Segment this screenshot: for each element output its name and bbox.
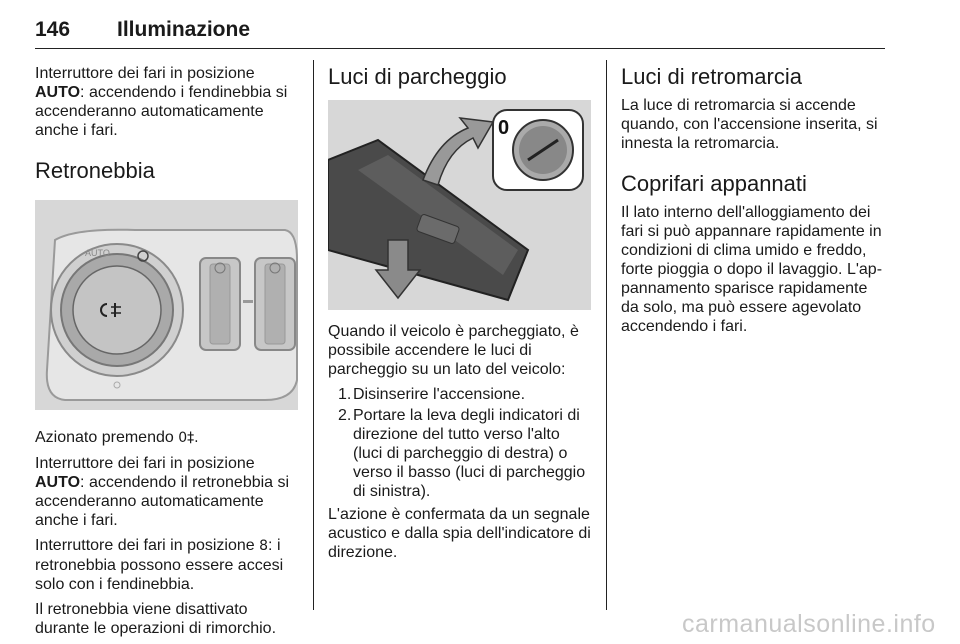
switch-auto-label: AUTO — [85, 248, 110, 258]
column-1 — [35, 64, 300, 644]
headlight-symbol: 8 — [259, 538, 269, 554]
list-item: 1. Disinserire l'accensione. — [338, 386, 526, 403]
heading-parking-lights: Luci di parcheggio — [328, 64, 507, 89]
heading-fogged-covers: Coprifari appannati — [621, 171, 807, 196]
paragraph-headlight-position: Interruttore dei fari in posizione 8: i retronebbia possono essere accesi solo con i fendinebbia. — [35, 537, 284, 593]
list-item: 2. Portare la leva degli indicatori di direzione del tutto verso l'alto (luci di parcheggio di destra) o verso il basso (luci di parcheggio di sinistra). — [338, 407, 586, 500]
paragraph-auto-fog: Interruttore dei fari in posizione AUTO: accendendo i fendinebbia si accenderanno automaticamente anche i fari. — [35, 65, 288, 139]
page-number: 146 — [35, 18, 71, 41]
column-3 — [621, 64, 887, 342]
watermark: carmanualsonline.info — [682, 610, 936, 638]
paragraph-reverse-lights: La luce di retromarcia si accende quando, con l'accensione inserita, si innesta la retromarcia. — [621, 97, 878, 152]
paragraph-towing: Il retronebbia viene disattivato durante le operazioni di rimorchio. — [35, 601, 277, 637]
column-2 — [328, 64, 593, 568]
heading-reverse-lights: Luci di retromarcia — [621, 64, 802, 89]
page-header — [35, 18, 885, 48]
figure-indicator-lever — [328, 100, 591, 310]
indicator-lever-illustration — [328, 100, 591, 310]
paragraph-confirmation: L'azione è confermata da un segnale acustico e dalla spia dell'indicatore di direzione. — [328, 506, 591, 561]
light-switch-illustration — [35, 200, 298, 410]
rear-fog-symbol: 0‡. — [178, 430, 199, 446]
arrow-up-icon — [423, 118, 493, 185]
heading-retronebbia: Retronebbia — [35, 158, 155, 183]
column-divider-1 — [313, 60, 314, 610]
paragraph-fogged-covers: Il lato interno dell'alloggiamento dei fari si può appannare rapidamente in condizioni di clima umido e freddo, forte pioggia o dopo il lavaggio. L'appannamento sparisce rapidamente da solo, ma può essere agevolato accendendo i fari. — [621, 204, 883, 335]
paragraph-press: Azionato premendo 0‡. — [35, 429, 199, 446]
ignition-position-label: 0 — [498, 117, 510, 139]
figure-light-switch — [35, 200, 298, 410]
column-divider-2 — [606, 60, 607, 610]
chapter-title: Illuminazione — [117, 18, 251, 41]
steps-list — [328, 385, 593, 501]
header-rule — [35, 48, 885, 49]
paragraph-auto-rear-fog: Interruttore dei fari in posizione AUTO: accendendo il retronebbia si accenderanno automaticamente anche i fari. — [35, 455, 290, 529]
paragraph-parked: Quando il veicolo è parcheggiato, è possibile accendere le luci di parcheggio su un lato del veicolo: — [328, 323, 579, 378]
